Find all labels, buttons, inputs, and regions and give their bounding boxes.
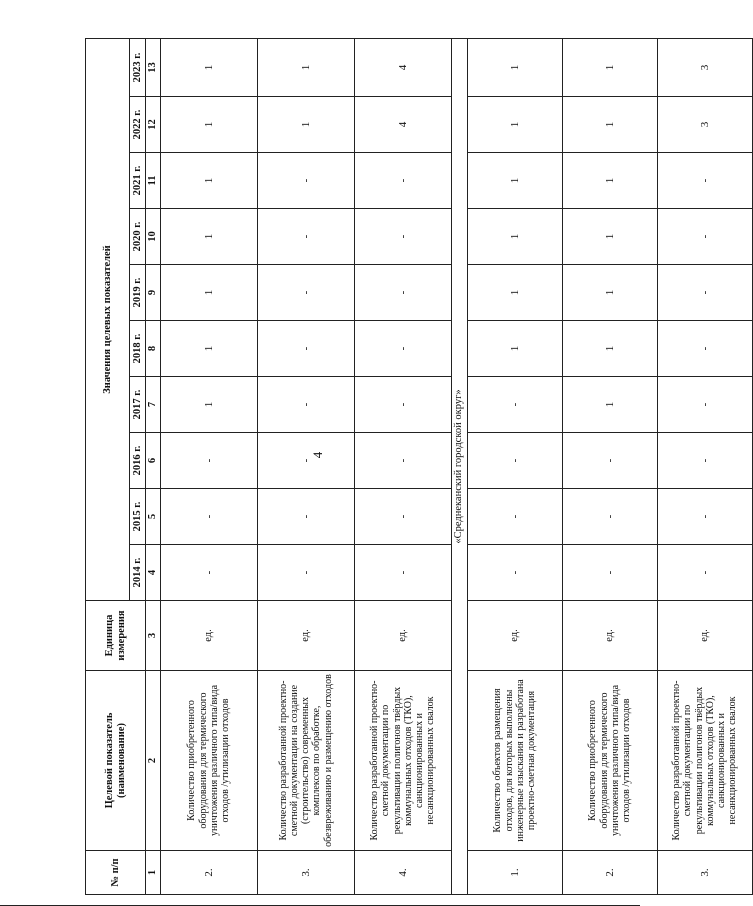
value-cell: -: [354, 321, 451, 377]
section-title: «Среднеканский городской округ»: [451, 38, 467, 894]
column-number: 6: [146, 433, 161, 489]
value-cell: -: [657, 377, 752, 433]
value-cell: 1: [562, 265, 657, 321]
header-year: 2018 г.: [130, 321, 146, 377]
column-number: 11: [146, 153, 161, 209]
value-cell: 1: [467, 97, 562, 153]
value-cell: 1: [160, 377, 257, 433]
value-cell: -: [657, 489, 752, 545]
indicator-name: Количество разработанной проектно-сметной документации на создание (строительство) современных комплексов по обработке, обезвреживанию и размещению отходов: [257, 671, 354, 851]
indicator-name: Количество разработанной проектно-сметной документации по рекультивации полигонов твёрдых коммунальных отходов (ТКО), санкционированных и несанкционированных свалок: [657, 671, 752, 851]
value-cell: -: [354, 265, 451, 321]
column-number: 9: [146, 265, 161, 321]
indicator-name: Количество разработанной проектно-сметной документации по рекультивации полигонов твёрдых коммунальных отходов (ТКО), санкционированных и несанкционированных свалок: [354, 671, 451, 851]
value-cell: -: [562, 433, 657, 489]
header-year: 2020 г.: [130, 209, 146, 265]
value-cell: -: [467, 489, 562, 545]
target-indicators-table: [85, 38, 753, 895]
value-cell: -: [257, 433, 354, 489]
value-cell: -: [160, 489, 257, 545]
unit-cell: ед.: [257, 601, 354, 671]
header-year: 2019 г.: [130, 265, 146, 321]
unit-cell: ед.: [562, 601, 657, 671]
header-unit-column: Единица измерения: [86, 601, 146, 671]
header-year: 2017 г.: [130, 377, 146, 433]
value-cell: -: [354, 209, 451, 265]
value-cell: 4: [354, 97, 451, 153]
header-number-column: № п/п: [86, 851, 146, 895]
value-cell: -: [467, 377, 562, 433]
value-cell: 4: [354, 38, 451, 96]
unit-cell: ед.: [354, 601, 451, 671]
header-year: 2015 г.: [130, 489, 146, 545]
value-cell: 1: [562, 153, 657, 209]
column-number: 13: [146, 38, 161, 96]
row-number: 3.: [657, 851, 752, 895]
unit-cell: ед.: [467, 601, 562, 671]
row-number: 1.: [467, 851, 562, 895]
header-indicator-column: Целевой показатель (наименование): [86, 671, 146, 851]
value-cell: -: [354, 489, 451, 545]
value-cell: 1: [257, 38, 354, 96]
header-values-group: Значения целевых показателей: [86, 38, 130, 600]
value-cell: 1: [160, 321, 257, 377]
value-cell: 1: [562, 377, 657, 433]
column-number: 5: [146, 489, 161, 545]
row-number: 3.: [257, 851, 354, 895]
value-cell: 1: [160, 265, 257, 321]
table-row: [657, 38, 752, 894]
indicator-name: Количество приобретенного оборудования для термического уничтожения различного типа/вида отходов /утилизации отходов: [562, 671, 657, 851]
rotated-table-container: [85, 39, 739, 895]
value-cell: 1: [562, 321, 657, 377]
value-cell: -: [257, 489, 354, 545]
value-cell: -: [657, 321, 752, 377]
value-cell: -: [657, 209, 752, 265]
column-number: 8: [146, 321, 161, 377]
value-cell: -: [657, 545, 752, 601]
indicator-name: Количество приобретенного оборудования для термического уничтожения различного типа/вида отходов /утилизации отходов: [160, 671, 257, 851]
value-cell: -: [257, 545, 354, 601]
table-row: [467, 38, 562, 894]
column-number: 3: [146, 601, 161, 671]
table-row: [257, 38, 354, 894]
column-number: 7: [146, 377, 161, 433]
value-cell: -: [467, 545, 562, 601]
value-cell: -: [562, 489, 657, 545]
value-cell: 1: [467, 265, 562, 321]
value-cell: 1: [467, 209, 562, 265]
value-cell: 1: [257, 97, 354, 153]
value-cell: -: [257, 377, 354, 433]
header-year: 2016 г.: [130, 433, 146, 489]
value-cell: -: [354, 545, 451, 601]
header-year: 2021 г.: [130, 153, 146, 209]
page-number: 4: [310, 451, 325, 459]
value-cell: 1: [160, 97, 257, 153]
row-number: 2.: [562, 851, 657, 895]
value-cell: -: [657, 265, 752, 321]
value-cell: -: [657, 153, 752, 209]
table-row: [160, 38, 257, 894]
value-cell: -: [160, 433, 257, 489]
value-cell: -: [354, 153, 451, 209]
value-cell: 1: [562, 209, 657, 265]
value-cell: 1: [562, 97, 657, 153]
section-row: [451, 38, 467, 894]
value-cell: -: [354, 377, 451, 433]
column-number: 4: [146, 545, 161, 601]
column-number: 12: [146, 97, 161, 153]
row-number: 2.: [160, 851, 257, 895]
value-cell: 1: [160, 209, 257, 265]
value-cell: 1: [160, 38, 257, 96]
table-row: [562, 38, 657, 894]
value-cell: -: [257, 153, 354, 209]
value-cell: 1: [467, 321, 562, 377]
value-cell: -: [562, 545, 657, 601]
unit-cell: ед.: [160, 601, 257, 671]
table-row: [354, 38, 451, 894]
value-cell: -: [257, 209, 354, 265]
header-year: 2014 г.: [130, 545, 146, 601]
value-cell: -: [657, 433, 752, 489]
value-cell: 1: [160, 153, 257, 209]
header-year: 2023 г.: [130, 38, 146, 96]
row-number: 4.: [354, 851, 451, 895]
value-cell: -: [354, 433, 451, 489]
value-cell: -: [257, 265, 354, 321]
value-cell: -: [160, 545, 257, 601]
value-cell: 3: [657, 38, 752, 96]
value-cell: -: [467, 433, 562, 489]
unit-cell: ед.: [657, 601, 752, 671]
header-year: 2022 г.: [130, 97, 146, 153]
indicator-name: Количество объектов размещения отходов, для которых выполнены инженерные изыскания и разработана проектно-сметная документация: [467, 671, 562, 851]
column-number: 1: [146, 851, 161, 895]
value-cell: 1: [467, 38, 562, 96]
value-cell: 1: [562, 38, 657, 96]
column-number: 10: [146, 209, 161, 265]
value-cell: 1: [467, 153, 562, 209]
column-number: 2: [146, 671, 161, 851]
value-cell: -: [257, 321, 354, 377]
value-cell: 3: [657, 97, 752, 153]
